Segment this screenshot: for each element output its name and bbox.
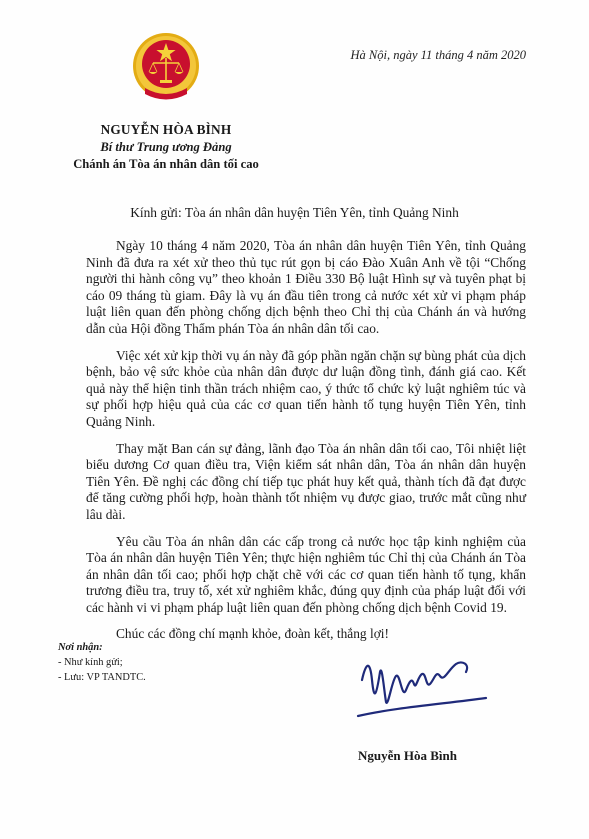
letter-body	[86, 238, 526, 653]
body-paragraph: Ngày 10 tháng 4 năm 2020, Tòa án nhân dân huyện Tiên Yên, tỉnh Quảng Ninh đã đưa ra xét xử theo thủ tục rút gọn bị cáo Đào Xuân Anh về tội “Chống người thi hành công vụ” theo khoản 1 Điều 330 Bộ luật Hình sự và tuyên phạt bị cáo 09 tháng tù giam. Đây là vụ án đầu tiên trong cả nước xét xử vi phạm pháp luật liên quan đến phòng chống dịch bệnh theo Chỉ thị của Chánh án và hướng dẫn của Hội đồng Thẩm phán Tòa án nhân dân tối cao.	[86, 238, 526, 336]
body-paragraph: Thay mặt Ban cán sự đảng, lãnh đạo Tòa án nhân dân tối cao, Tôi nhiệt liệt biểu dương Cơ quan điều tra, Viện kiểm sát nhân dân, Tòa án nhân dân huyện Tiên Yên. Đề nghị các đồng chí tiếp tục phát huy kết quả, thành tích đã đạt được để tăng cường phối hợp, hoàn thành tốt nhiệm vụ được giao, trước mắt cũng như lâu dài.	[86, 440, 526, 522]
sender-role-party: Bí thư Trung ương Đảng	[100, 140, 232, 154]
recipients-title: Nơi nhận:	[58, 642, 103, 653]
place-date: Hà Nội, ngày 11 tháng 4 năm 2020	[350, 48, 526, 62]
body-paragraph: Việc xét xử kịp thời vụ án này đã góp phần ngăn chặn sự bùng phát của dịch bệnh, bảo vệ sức khỏe của nhân dân được dư luận đồng tình, đánh giá cao. Kết quả này thể hiện tinh thần trách nhiệm cao, ý thức tổ chức kỷ luật nghiêm túc và sự phối hợp hiệu quả của các cơ quan tiến hành tố tụng huyện Tiên Yên, tỉnh Quảng Ninh.	[86, 347, 526, 429]
sender-block	[55, 122, 277, 172]
greeting-line: Kính gửi: Tòa án nhân dân huyện Tiên Yên, tỉnh Quảng Ninh	[130, 205, 459, 220]
signer-name: Nguyễn Hòa Bình	[358, 748, 457, 763]
sender-name: NGUYỄN HÒA BÌNH	[100, 122, 232, 137]
recipient-item: - Lưu: VP TANDTC.	[58, 672, 146, 683]
sender-role-court: Chánh án Tòa án nhân dân tối cao	[73, 157, 259, 171]
body-paragraph: Yêu cầu Tòa án nhân dân các cấp trong cả nước học tập kinh nghiệm của Tòa án nhân dân huyện Tiên Yên; thực hiện nghiêm túc Chỉ thị của Chánh án Tòa án nhân dân tối cao; phối hợp chặt chẽ với các cơ quan tiến hành tố tụng, khẩn trương điều tra, truy tố, xét xử nghiêm khắc, đúng quy định của pháp luật đối với các hành vi vi phạm pháp luật liên quan đến phòng chống dịch bệnh Covid 19.	[86, 533, 526, 615]
handwritten-signature	[352, 650, 492, 730]
body-paragraph: Chúc các đồng chí mạnh khỏe, đoàn kết, thắng lợi!	[116, 626, 389, 642]
recipient-item: - Như kính gửi;	[58, 657, 123, 668]
court-emblem-icon	[131, 30, 201, 104]
recipients-block	[58, 640, 146, 685]
